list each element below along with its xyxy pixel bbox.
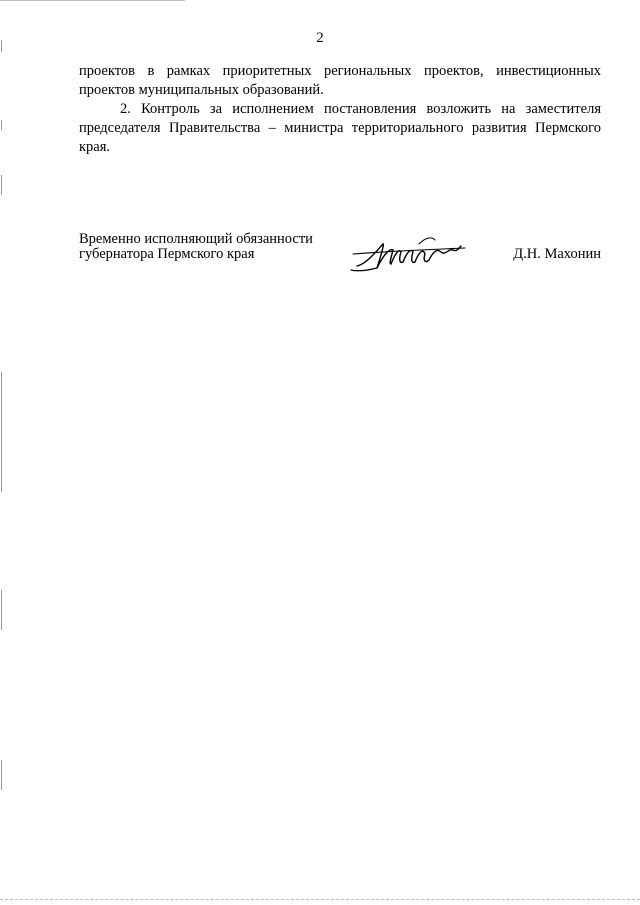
scan-edge-mark <box>1 760 2 790</box>
page-number: 2 <box>316 30 324 46</box>
signatory-title-line-1: Временно исполняющий обязанности <box>79 231 313 247</box>
signatory-title-line-2: губернатора Пермского края <box>79 246 255 262</box>
scan-edge-mark <box>1 120 2 130</box>
signatory-title <box>79 232 313 262</box>
scan-top-edge <box>0 0 185 1</box>
scan-edge-mark <box>1 590 2 630</box>
paragraph-continuation: проектов в рамках приоритетных региональных проектов, инвестиционных проектов муниципальных образований. <box>79 63 601 98</box>
handwritten-signature <box>349 234 469 274</box>
scan-edge-mark <box>1 372 2 492</box>
paragraph-control-clause: 2. Контроль за исполнением постановления возложить на заместителя председателя Правительства – министра территориального развития Пермского края. <box>79 101 601 155</box>
signatory-name: Д.Н. Махонин <box>513 246 601 262</box>
scan-edge-mark <box>1 175 2 195</box>
signature-block <box>79 232 601 282</box>
document-body <box>79 62 601 157</box>
scan-bottom-edge <box>0 899 640 901</box>
scan-edge-mark <box>1 40 2 52</box>
